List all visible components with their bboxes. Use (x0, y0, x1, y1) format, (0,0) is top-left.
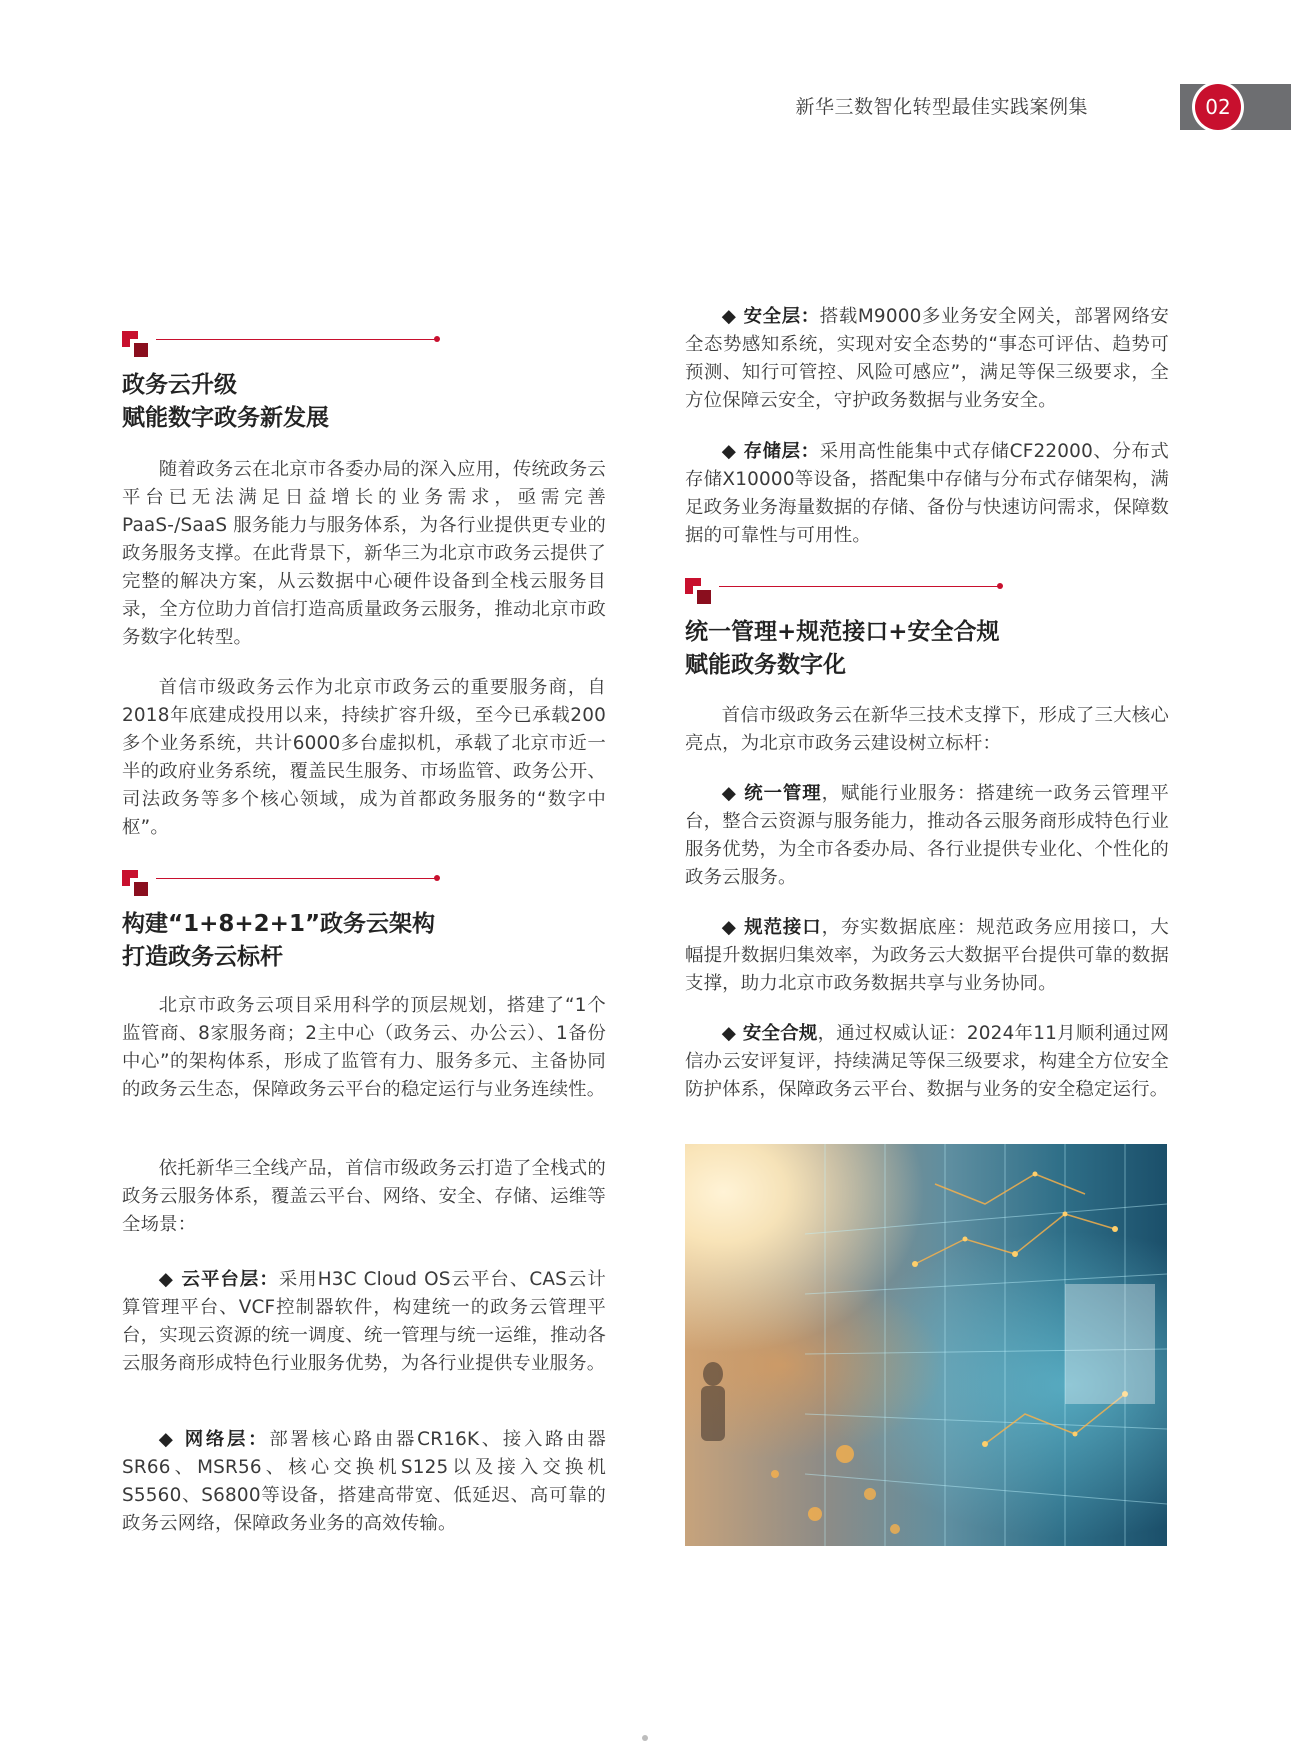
heading-line: 赋能数字政务新发展 (122, 405, 329, 431)
section-heading (685, 616, 1000, 682)
bullet-text: 部署核心路由器CR16K、接入路由器SR66、MSR56、核心交换机S125以及接入交换机S5560、S6800等设备，搭建高带宽、低延迟、高可靠的政务云网络，保障政务业务的高效传输。 (122, 1429, 606, 1534)
heading-line: 赋能政务数字化 (685, 652, 846, 678)
highlight-label: ◆ 统一管理 (721, 783, 822, 804)
highlight-text: ，赋能行业服务：搭建统一政务云管理平台，整合云资源与服务能力，推动各云服务商形成特色行业服务优势，为全市各委办局、各行业提供专业化、个性化的政务云服务。 (685, 783, 1169, 888)
bullet-label: ◆ 网络层： (158, 1429, 270, 1450)
bullet-text: 搭载M9000多业务安全网关，部署网络安全态势感知系统，实现对安全态势的“事态可评估、趋势可预测、知行可管控、风险可感应”，满足等保三级要求，全方位保障云安全，守护政务数据与业务安全。 (685, 306, 1169, 411)
bullet-label: ◆ 存储层： (721, 441, 820, 462)
network-lines-graphic (685, 1144, 1167, 1546)
header-title: 新华三数智化转型最佳实践案例集 (795, 96, 1088, 118)
bullet-label: ◆ 云平台层： (158, 1269, 279, 1290)
bullet-text: 采用H3C Cloud OS云平台、CAS云计算管理平台、VCF控制器软件，构建统一的政务云管理平台，实现云资源的统一调度、统一管理与统一运维，推动各云服务商形成特色行业服务优势，为各行业提供专业服务。 (122, 1269, 606, 1374)
section-heading (122, 908, 435, 974)
section-marker-icon (685, 578, 1005, 608)
page-footer-dot (642, 1735, 648, 1741)
bullet-item (122, 1426, 606, 1538)
bullet-text: 采用高性能集中式存储CF22000、分布式存储X10000等设备，搭配集中存储与分布式存储架构，满足政务业务海量数据的存储、备份与快速访问需求，保障数据的可靠性与可用性。 (685, 441, 1170, 546)
bullet-item (685, 303, 1169, 415)
highlight-text: ，通过权威认证：2024年11月顺利通过网信办云安评复评，持续满足等保三级要求，构建全方位安全防护体系，保障政务云平台、数据与业务的安全稳定运行。 (685, 1023, 1170, 1100)
section-marker-icon (122, 870, 442, 900)
highlight-item (685, 914, 1169, 998)
paragraph: 随着政务云在北京市各委办局的深入应用，传统政务云平台已无法满足日益增长的业务需求，亟需完善 PaaS-/SaaS 服务能力与服务体系，为各行业提供更专业的政务服务支撑。在此背景下，新华三为北京市政务云提供了完整的解决方案，从云数据中心硬件设备到全栈云服务目录，全方位助力首信打造高质量政务云服务，推动北京市政务数字化转型。 (122, 459, 606, 648)
highlight-item (685, 780, 1169, 892)
paragraph: 首信市级政务云作为北京市政务云的重要服务商，自2018年底建成投用以来，持续扩容升级，至今已承载200多个业务系统，共计6000多台虚拟机，承载了北京市近一半的政府业务系统，覆盖民生服务、市场监管、政务公开、司法政务等多个核心领域，成为首都政务服务的“数字中枢”。 (122, 677, 606, 838)
paragraph: 依托新华三全线产品，首信市级政务云打造了全栈式的政务云服务体系，覆盖云平台、网络、安全、存储、运维等全场景： (122, 1158, 606, 1235)
page-number-badge: 02 (1195, 84, 1241, 130)
bullet-item (685, 438, 1169, 550)
heading-line: 打造政务云标杆 (122, 944, 283, 970)
section-heading (122, 369, 329, 435)
paragraph: 首信市级政务云在新华三技术支撑下，形成了三大核心亮点，为北京市政务云建设树立标杆： (685, 705, 1169, 754)
heading-line: 统一管理+规范接口+安全合规 (685, 619, 1000, 645)
highlight-text: ，夯实数据底座：规范政务应用接口，大幅提升数据归集效率，为政务云大数据平台提供可靠的数据支撑，助力北京市政务数据共享与业务协同。 (685, 917, 1169, 994)
highlight-item (685, 1020, 1169, 1104)
heading-line: 政务云升级 (122, 372, 237, 398)
data-center-photo (685, 1144, 1167, 1546)
bullet-label: ◆ 安全层： (721, 306, 820, 327)
paragraph: 北京市政务云项目采用科学的顶层规划，搭建了“1个监管商、8家服务商；2主中心（政务云、办公云）、1备份中心”的架构体系，形成了监管有力、服务多元、主备协同的政务云生态，保障政务云平台的稳定运行与业务连续性。 (122, 995, 606, 1100)
bullet-item (122, 1266, 606, 1378)
heading-line: 构建“1+8+2+1”政务云架构 (122, 911, 436, 937)
highlight-label: ◆ 安全合规 (721, 1023, 818, 1044)
section-marker-icon (122, 331, 442, 361)
highlight-label: ◆ 规范接口 (721, 917, 822, 938)
